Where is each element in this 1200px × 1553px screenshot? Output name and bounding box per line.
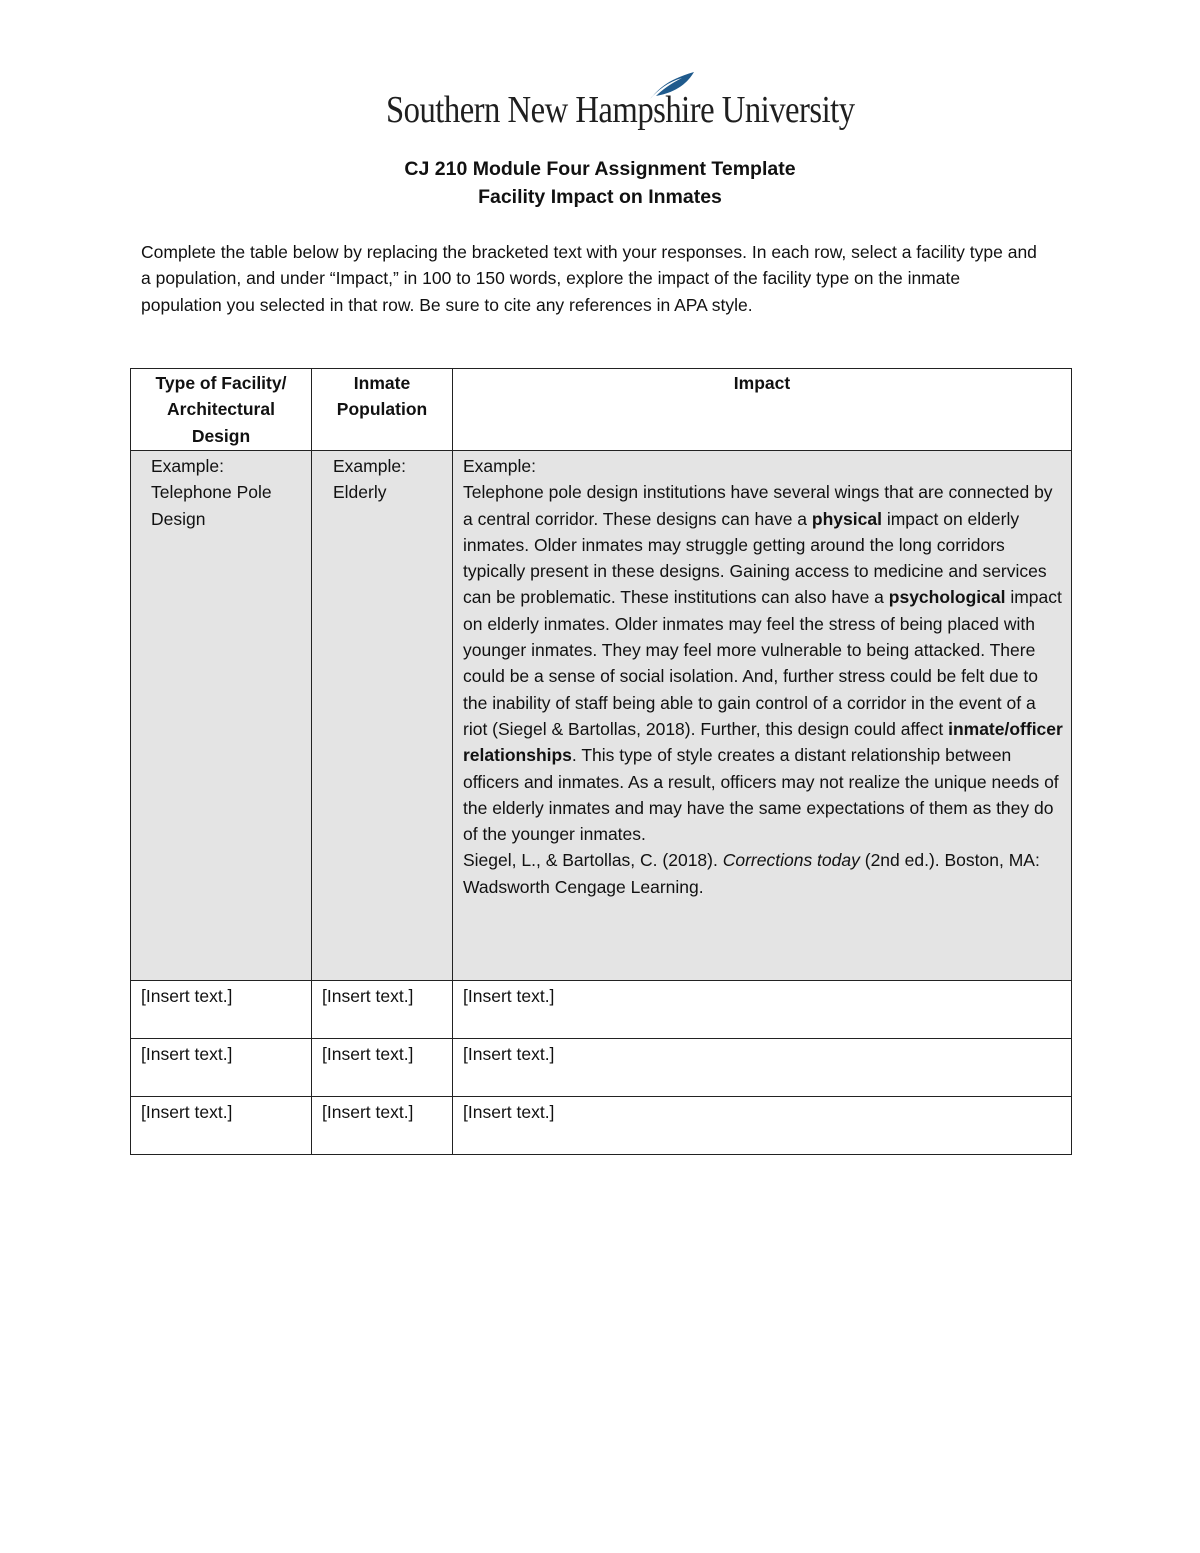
table-header-row <box>131 369 1072 451</box>
example-impact-label: Example: <box>463 456 536 476</box>
impact-input-cell[interactable]: [Insert text.] <box>453 1097 1072 1155</box>
example-impact-text <box>463 479 1063 847</box>
example-reference <box>463 847 1063 900</box>
header-facility: Type of Facility/ Architectural Design <box>131 369 312 451</box>
reference-authors: Siegel, L., & Bartollas, C. (2018). <box>463 850 723 871</box>
facility-input-cell[interactable]: [Insert text.] <box>131 981 312 1039</box>
table-row <box>131 1039 1072 1097</box>
facility-input-cell[interactable]: [Insert text.] <box>131 1097 312 1155</box>
impact-input-cell[interactable]: [Insert text.] <box>453 1039 1072 1097</box>
population-input-cell[interactable]: [Insert text.] <box>312 1039 453 1097</box>
example-facility-value: Telephone Pole Design <box>151 482 272 529</box>
reference-title: Corrections today <box>722 850 860 871</box>
impact-keyword-relationships: inmate/officer relationships <box>463 718 1063 766</box>
impact-text-part-2: impact on elderly inmates. Older inmates may struggle getting around the long corridors typically present in these designs. Gaining access to medicine and services can be problematic. These institutions can also have a <box>463 508 1047 608</box>
header-impact: Impact <box>453 369 1072 451</box>
reference-publisher: (2nd ed.). Boston, MA: Wadsworth Cengage Learning. <box>463 850 1040 897</box>
university-logo <box>386 70 855 138</box>
population-input-cell[interactable]: [Insert text.] <box>312 1097 453 1155</box>
example-impact-cell <box>453 451 1072 981</box>
example-row <box>131 451 1072 981</box>
population-input-cell[interactable]: [Insert text.] <box>312 981 453 1039</box>
title-line-1: CJ 210 Module Four Assignment Template <box>404 158 796 180</box>
table-row <box>131 981 1072 1039</box>
impact-text-part-4: . This type of style creates a distant relationship between officers and inmates. As a result, officers may not realize the unique needs of the elderly inmates and may have the same expectations of them as they do of the younger inmates. <box>463 745 1059 845</box>
document-title <box>0 155 1200 211</box>
assignment-table <box>130 368 1072 1155</box>
facility-input-cell[interactable]: [Insert text.] <box>131 1039 312 1097</box>
logo-wordmark: Southern New Hampshire University <box>386 89 855 131</box>
table-row <box>131 1097 1072 1155</box>
impact-text-part-1: Telephone pole design institutions have several wings that are connected by a central corridor. These designs can have a <box>463 482 1053 529</box>
impact-input-cell[interactable]: [Insert text.] <box>453 981 1072 1039</box>
example-facility-cell <box>131 451 312 981</box>
impact-text-part-3: impact on elderly inmates. Older inmates may feel the stress of being placed with younger inmates. They may feel more vulnerable to being attacked. There could be a sense of social isolation. And, further stress could be felt due to the inability of staff being able to gain control of a corridor in the event of a riot (Siegel & Bartollas, 2018). Further, this design could affect <box>463 587 1062 739</box>
header-population: Inmate Population <box>312 369 453 451</box>
impact-keyword-physical: physical <box>811 508 882 529</box>
instructions-paragraph: Complete the table below by replacing the bracketed text with your responses. In each row, select a facility type and a population, and under “Impact,” in 100 to 150 words, explore the impact of the facility type on the inmate population you selected in that row. Be sure to cite any references in APA style. <box>141 242 1037 315</box>
example-population-cell <box>312 451 453 981</box>
title-line-2: Facility Impact on Inmates <box>478 186 722 208</box>
example-population-label: Example: <box>333 456 406 476</box>
example-facility-label: Example: <box>151 456 224 476</box>
impact-keyword-psychological: psychological <box>888 587 1006 608</box>
example-population-value: Elderly <box>333 482 387 503</box>
